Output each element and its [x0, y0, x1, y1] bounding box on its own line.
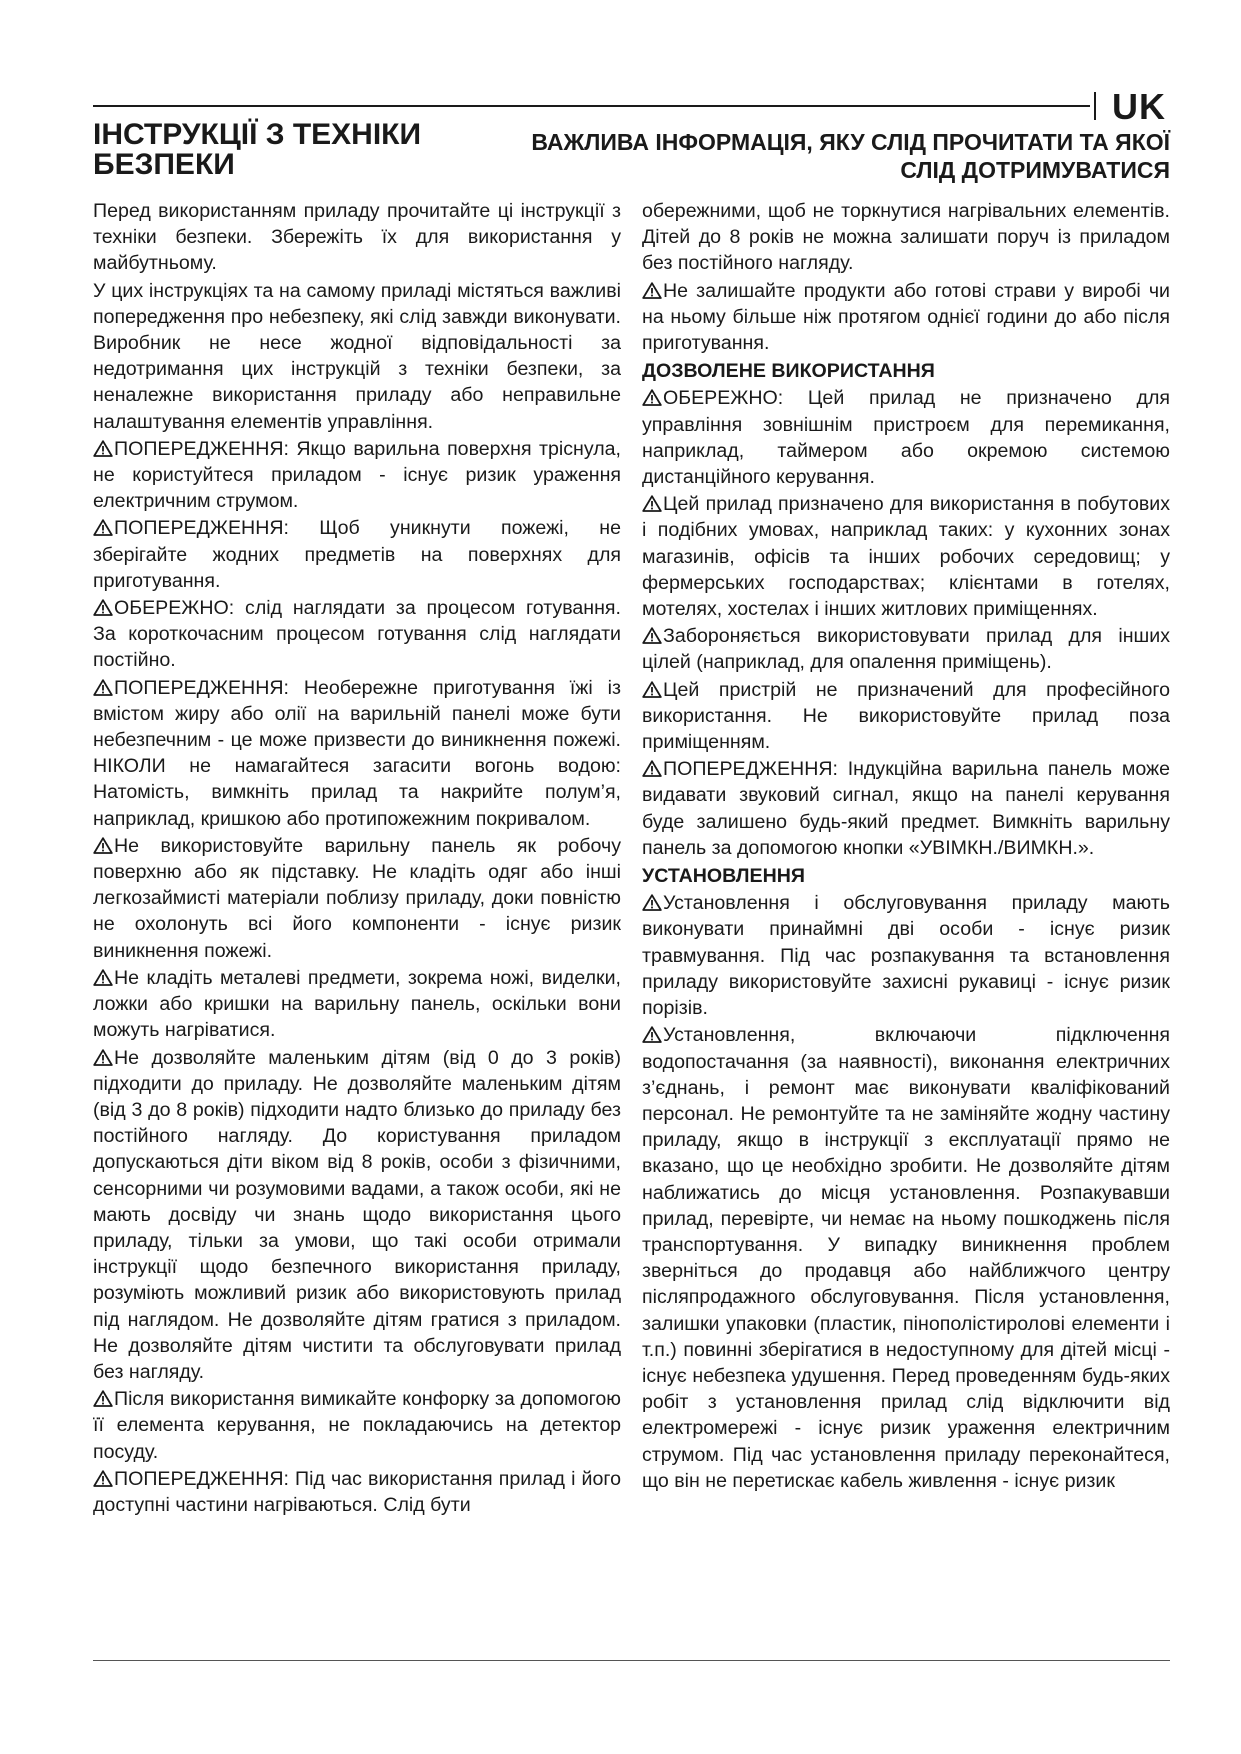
- warning-triangle-icon: [93, 679, 113, 696]
- left-column: [93, 198, 621, 1603]
- warning-paragraph: Не залишайте продукти або готові страви у виробі чи на ньому більше ніж протягом однієї години до або після приготування.: [642, 279, 1170, 355]
- warning-triangle-icon: [93, 1470, 113, 1487]
- warning-triangle-icon: [93, 1390, 113, 1407]
- section-heading-permitted-use: ДОЗВОЛЕНЕ ВИКОРИСТАННЯ: [642, 360, 935, 383]
- warning-paragraph: Установлення і обслуговування приладу мають виконувати принаймні дві особи - існує ризик травмування. Під час розпакування та встановлення приладу використовуйте захисні рукавиці - існує ризик порізів.: [642, 892, 1170, 1020]
- page-subtitle: ВАЖЛИВА ІНФОРМАЦІЯ, ЯКУ СЛІД ПРОЧИТАТИ ТА ЯКОЇ СЛІД ДОТРИМУВАТИСЯ: [531, 129, 1170, 183]
- warning-triangle-icon: [93, 599, 113, 616]
- warning-paragraph: ПОПЕРЕДЖЕННЯ: Під час використання прилад і його доступні частини нагріваються. Слід бути: [93, 1467, 621, 1516]
- warning-paragraph: ПОПЕРЕДЖЕННЯ: Індукційна варильна панель може видавати звуковий сигнал, якщо на панелі керування буде залишено будь-який предмет. Вимкніть варильну панель за допомогою кнопки «УВІМКН./ВИМКН.».: [642, 758, 1170, 859]
- warning-triangle-icon: [93, 1049, 113, 1066]
- warning-paragraph: Після використання вимикайте конфорку за допомогою її елемента керування, не покладаючись на детектор посуду.: [93, 1388, 621, 1463]
- warning-paragraph: ОБЕРЕЖНО: слід наглядати за процесом готування. За короткочасним процесом готування слід наглядати постійно.: [93, 597, 621, 672]
- language-separator: [1094, 92, 1096, 120]
- warning-triangle-icon: [93, 519, 113, 536]
- warning-triangle-icon: [642, 1026, 662, 1043]
- warning-paragraph: ПОПЕРЕДЖЕННЯ: Якщо варильна поверхня тріснула, не користуйтеся приладом - існує ризик ураження електричним струмом.: [93, 437, 621, 513]
- warning-triangle-icon: [642, 495, 662, 512]
- warning-paragraph: Цей прилад призначено для використання в побутових і подібних умовах, наприклад таких: у кухонних зонах магазинів, офісів та інших робочих середовищ; у фермерських господарствах; клієнтами в готелях, мотелях, хостелах і інших житлових приміщеннях.: [642, 493, 1170, 621]
- header-rule: [93, 105, 1090, 107]
- warning-triangle-icon: [642, 627, 662, 644]
- warning-paragraph: Цей пристрій не призначений для професійного використання. Не використовуйте прилад поза приміщенням.: [642, 678, 1170, 754]
- warning-paragraph: Не використовуйте варильну панель як робочу поверхню або як підставку. Не кладіть одяг або інші легкозаймисті матеріали поблизу приладу, доки повністю не охолонуть всі його компоненти - існує ризик виникнення пожежі.: [93, 834, 621, 962]
- warning-paragraph: ПОПЕРЕДЖЕННЯ: Необережне приготування їжі із вмістом жиру або олії на варильній панелі може бути небезпечним - це може призвести до виникнення пожежі. НІКОЛИ не намагайтеся загасити вогонь водою: Натомість, вимкніть прилад та накрийте полум’я, наприклад, кришкою або протипожежним покривалом.: [93, 676, 621, 830]
- warning-triangle-icon: [642, 681, 662, 698]
- warning-triangle-icon: [93, 440, 113, 457]
- section-heading-installation: УСТАНОВЛЕННЯ: [642, 865, 805, 888]
- warning-paragraph: Не кладіть металеві предмети, зокрема ножі, виделки, ложки або кришки на варильну панель, оскільки вони можуть нагріватися.: [93, 966, 621, 1042]
- paragraph: Перед використанням приладу прочитайте ці інструкції з техніки безпеки. Збережіть їх для використання у майбутньому.: [93, 200, 621, 275]
- paragraph: обережними, щоб не торкнутися нагрівальних елементів. Дітей до 8 років не можна залишати поруч із приладом без постійного нагляду.: [642, 200, 1170, 275]
- warning-triangle-icon: [93, 969, 113, 986]
- language-code: UK: [1112, 86, 1166, 127]
- page-title: ІНСТРУКЦІЇ З ТЕХНІКИ БЕЗПЕКИ: [93, 118, 422, 181]
- warning-paragraph: Установлення, включаючи підключення водопостачання (за наявності), виконання електричних з’єднань, і ремонт має виконувати кваліфікований персонал. Не ремонтуйте та не заміняйте жодну частину приладу, якщо в інструкції з експлуатації прямо не вказано, що це необхідно зробити. Не дозволяйте дітям наближатись до місця установлення. Розпакувавши прилад, перевірте, чи немає на ньому пошкоджень після транспортування. У випадку виникнення проблем зверніться до продавця або найближчого центру післяпродажного обслуговування. Після установлення, залишки упаковки (пластик, пінополістиролові елементи і т.п.) повинні зберігатися в недоступному для дітей місці - існує небезпека удушення. Перед проведенням будь-яких робіт з установлення прилад слід відключити від електромережі - існує ризик ураження електричним струмом. Під час установлення приладу переконайтеся, що він не перетискає кабель живлення - існує ризик: [642, 1024, 1170, 1492]
- footer-rule: [93, 1660, 1170, 1661]
- warning-triangle-icon: [642, 282, 662, 299]
- warning-triangle-icon: [93, 837, 113, 854]
- right-column: [642, 198, 1170, 1603]
- warning-paragraph: ПОПЕРЕДЖЕННЯ: Щоб уникнути пожежі, не зберігайте жодних предметів на поверхнях для приготування.: [93, 517, 621, 592]
- warning-triangle-icon: [642, 389, 662, 406]
- warning-triangle-icon: [642, 894, 662, 911]
- warning-paragraph: ОБЕРЕЖНО: Цей прилад не призначено для управління зовнішнім пристроєм для перемикання, наприклад, таймером або окремою системою дистанційного керування.: [642, 387, 1170, 489]
- warning-triangle-icon: [642, 760, 662, 777]
- warning-paragraph: Не дозволяйте маленьким дітям (від 0 до 3 років) підходити до приладу. Не дозволяйте маленьким дітям (від 3 до 8 років) підходити надто близько до приладу без постійного нагляду. До користування приладом допускаються діти віком від 8 років, особи з фізичними, сенсорними чи розумовими вадами, а також особи, які не мають досвіду чи знань щодо використання цього приладу, тільки за умови, що такі особи отримали інструкції щодо безпечного використання приладу, розуміють можливий ризик або використовують прилад під наглядом. Не дозволяйте дітям гратися з приладом. Не дозволяйте дітям чистити та обслуговувати прилад без нагляду.: [93, 1046, 621, 1383]
- paragraph: У цих інструкціях та на самому приладі містяться важливі попередження про небезпеку, які слід завжди виконувати. Виробник не несе жодної відповідальності за недотримання цих інструкцій з техніки безпеки, за неналежне використання приладу або неправильне налаштування елементів управління.: [93, 279, 621, 433]
- warning-paragraph: Забороняється використовувати прилад для інших цілей (наприклад, для опалення приміщень).: [642, 625, 1170, 674]
